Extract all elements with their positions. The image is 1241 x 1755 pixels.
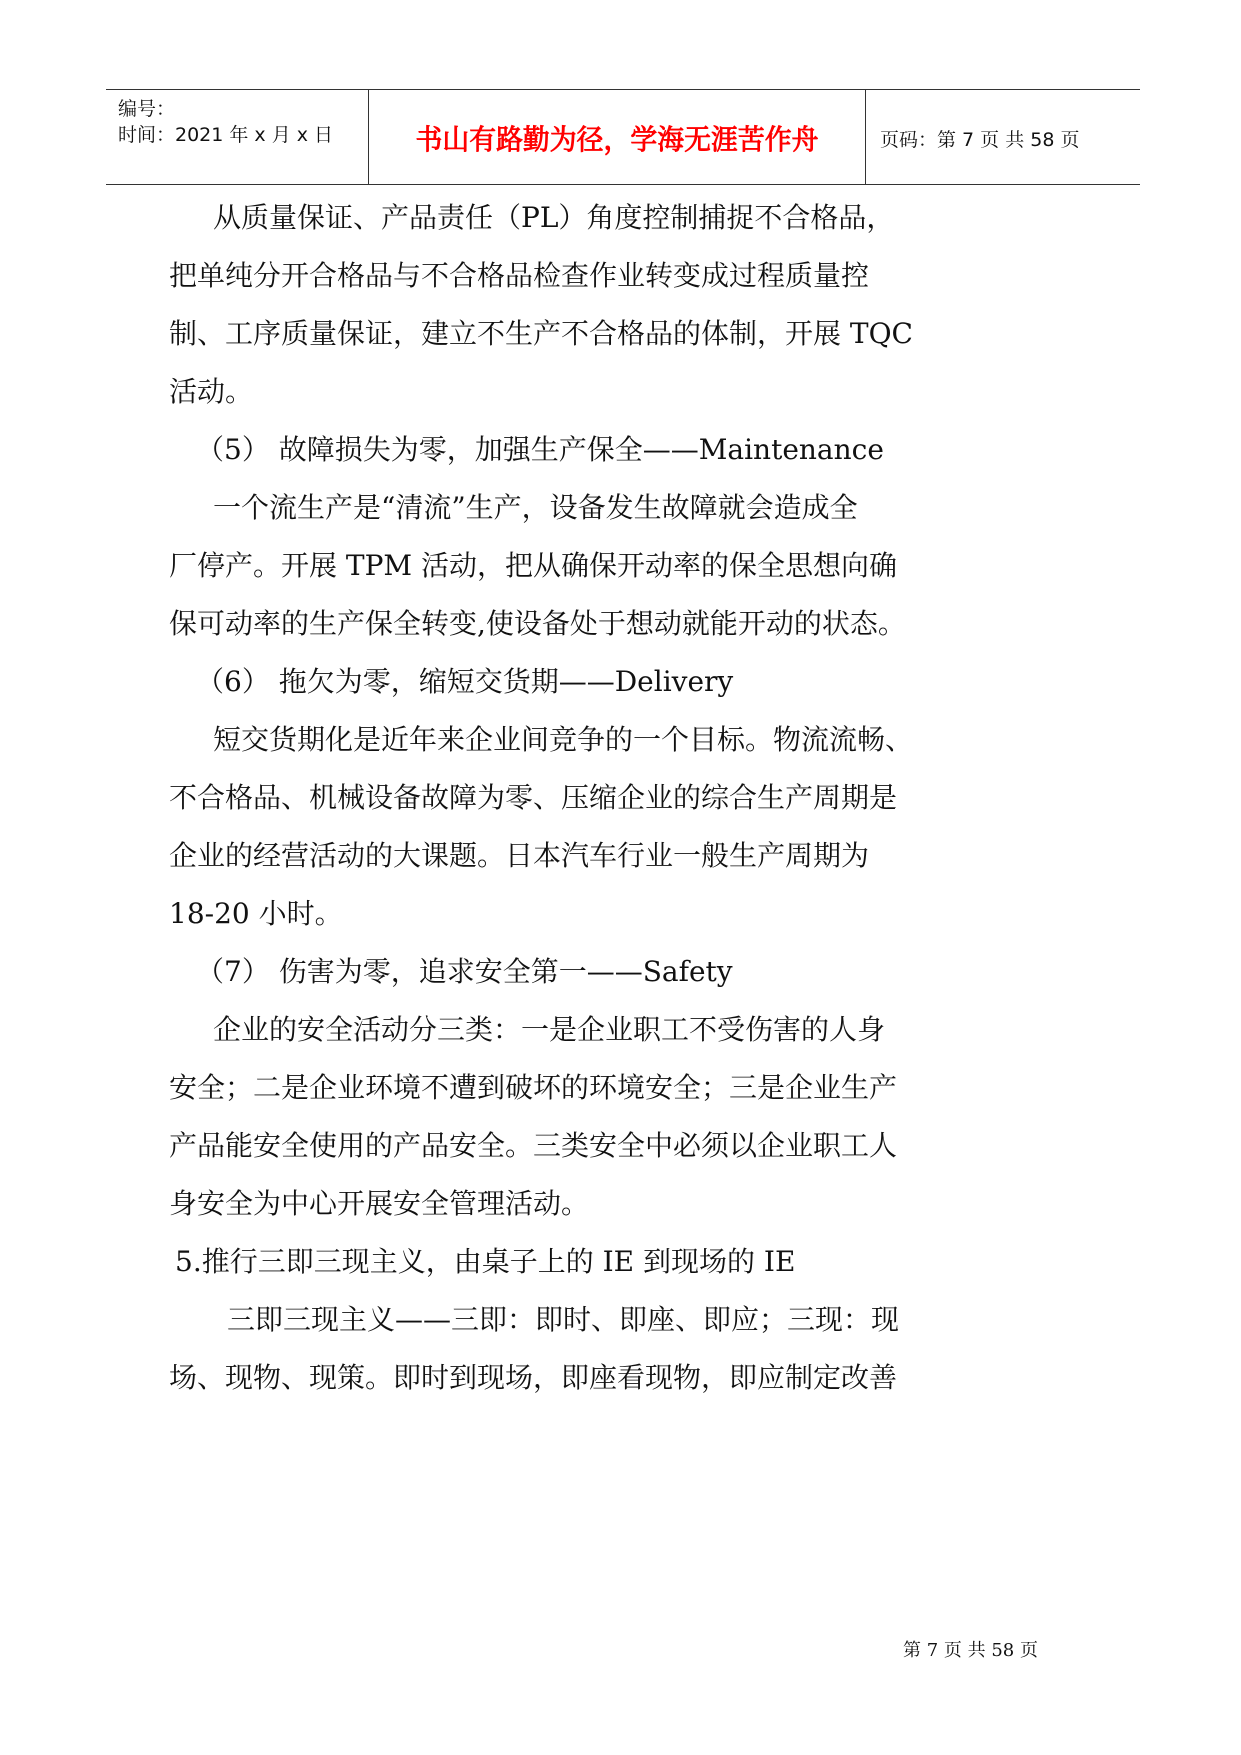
body-line: 18-20 小时。	[169, 897, 343, 930]
section-heading: （5） 故障损失为零，加强生产保全——Maintenance	[196, 433, 884, 466]
body-line: 身安全为中心开展安全管理活动。	[169, 1187, 590, 1220]
header-info-cell	[106, 90, 368, 184]
body-line: 把单纯分开合格品与不合格品检查作业转变成过程质量控	[169, 259, 870, 292]
body-line: 制、工序质量保证，建立不生产不合格品的体制，开展 TQC	[169, 317, 913, 350]
header-page-number: 页码：第 7 页 共 58 页	[880, 129, 1080, 151]
body-line: 企业的安全活动分三类：一是企业职工不受伤害的人身	[213, 1013, 886, 1046]
body-line: 从质量保证、产品责任（PL）角度控制捕捉不合格品，	[213, 201, 895, 234]
body-line: 活动。	[169, 375, 254, 408]
header-motto: 书山有路勤为径，学海无涯苦作舟	[415, 123, 819, 156]
section-heading: 5.推行三即三现主义，由桌子上的 IE 到现场的 IE	[175, 1245, 796, 1278]
body-line: 产品能安全使用的产品安全。三类安全中必须以企业职工人	[169, 1129, 898, 1162]
section-heading: （7） 伤害为零，追求安全第一——Safety	[196, 955, 733, 988]
header-motto-cell	[368, 90, 866, 184]
body-line: 保可动率的生产保全转变,使设备处于想动就能开动的状态。	[169, 607, 906, 640]
body-line: 安全；二是企业环境不遭到破坏的环境安全；三是企业生产	[169, 1071, 898, 1104]
body-line: 短交货期化是近年来企业间竞争的一个目标。物流流畅、	[213, 723, 914, 756]
page-footer: 第 7 页 共 58 页	[903, 1640, 1038, 1661]
header-page-cell	[866, 90, 1140, 184]
document-time-label: 时间：2021 年 x 月 x 日	[118, 124, 334, 146]
body-line: 场、现物、现策。即时到现场，即座看现物，即应制定改善	[169, 1361, 898, 1394]
page-header	[106, 89, 1140, 185]
body-line: 三即三现主义——三即：即时、即座、即应；三现：现	[227, 1303, 900, 1336]
body-line: 一个流生产是“清流”生产，设备发生故障就会造成全	[213, 491, 858, 524]
body-line: 不合格品、机械设备故障为零、压缩企业的综合生产周期是	[169, 781, 898, 814]
body-line: 企业的经营活动的大课题。日本汽车行业一般生产周期为	[169, 839, 870, 872]
body-line: 厂停产。开展 TPM 活动，把从确保开动率的保全思想向确	[169, 549, 897, 582]
document-number-label: 编号：	[118, 98, 176, 120]
section-heading: （6） 拖欠为零，缩短交货期——Delivery	[196, 665, 734, 698]
